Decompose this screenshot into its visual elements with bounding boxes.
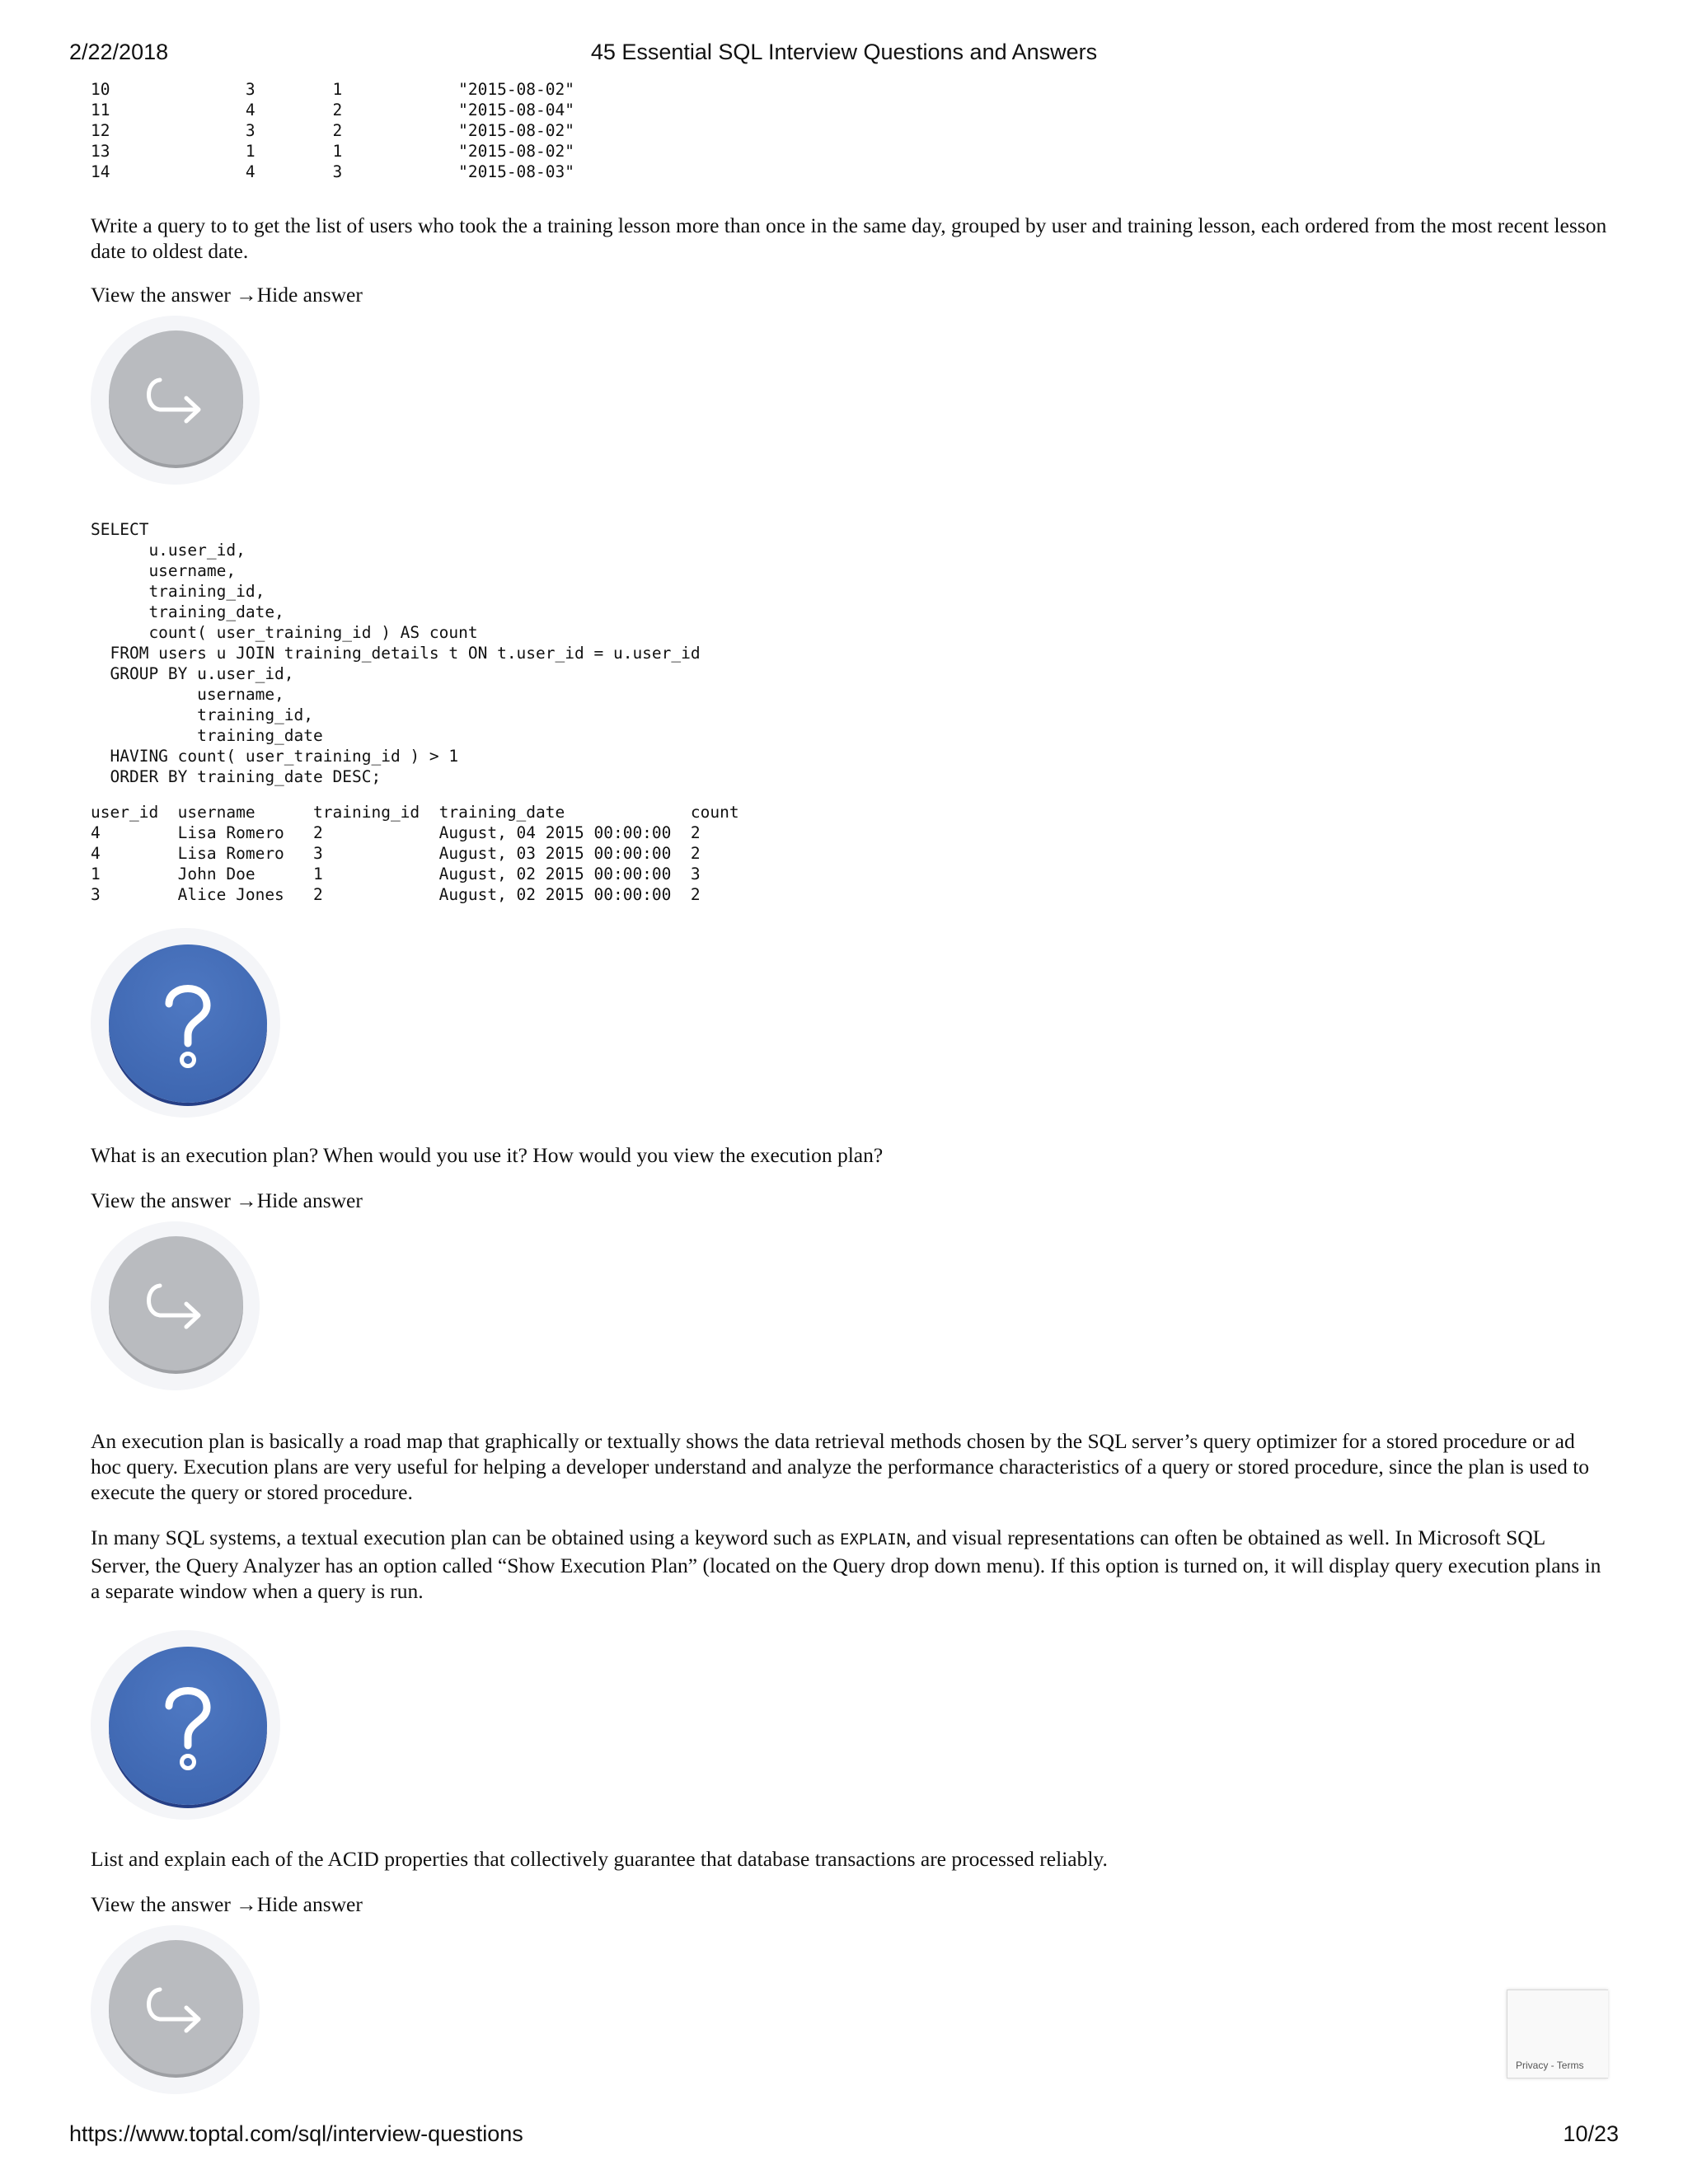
question-mark-icon bbox=[91, 928, 280, 1118]
answer-toggle-1[interactable]: View the answer →Hide answer bbox=[91, 283, 363, 307]
explain-keyword: EXPLAIN bbox=[840, 1530, 907, 1549]
page-url: https://www.toptal.com/sql/interview-questions bbox=[69, 2121, 523, 2146]
page-title: 45 Essential SQL Interview Questions and Answers bbox=[590, 40, 1098, 64]
answer-paragraph-2-part-b: , and visual representations can often be obtained as well. In Microsoft SQL Server, the Query Analyzer has an option called “Show Execution Plan” (located on the Query drop down menu). If this option is turned on, it will display query execution plans in a separate window when a query is run. bbox=[91, 1526, 1601, 1603]
recaptcha-badge[interactable] bbox=[1507, 1990, 1608, 2079]
question-badge-2 bbox=[91, 928, 280, 1118]
question-badge-3 bbox=[91, 1630, 280, 1820]
answer-toggle-3[interactable]: View the answer →Hide answer bbox=[91, 1892, 363, 1916]
answer-paragraph-2-part-a: In many SQL systems, a textual execution plan can be obtained using a keyword such as bbox=[91, 1526, 841, 1549]
answer-sql-query: SELECT u.user_id, username, training_id, training_date, count( user_training_id ) AS count FROM users u JOIN training_details t ON t.user_id = u.user_id GROUP BY u.user_id, username, training_id, training_date HAVING count( user_training_id ) > 1 ORDER BY training_date DESC; bbox=[91, 520, 701, 786]
question-mark-icon bbox=[91, 1630, 280, 1820]
main-content bbox=[91, 79, 1607, 2094]
answer-paragraph-2 bbox=[91, 1525, 1607, 1604]
question-text-2: What is an execution plan? When would you use it? How would you view the execution plan? bbox=[91, 1143, 884, 1167]
redo-arrow-icon bbox=[91, 1221, 260, 1390]
page-number: 10/23 bbox=[1563, 2121, 1619, 2146]
question-text-3: List and explain each of the ACID properties that collectively guarantee that database transactions are processed reliably. bbox=[91, 1847, 1108, 1871]
answer-badge-1 bbox=[91, 316, 260, 485]
answer-badge-3 bbox=[91, 1925, 260, 2094]
recaptcha-privacy-terms[interactable]: Privacy - Terms bbox=[1516, 2060, 1584, 2071]
table-rows-continuation: 10 3 1 "2015-08-02" 11 4 2 "2015-08-04" 12 3 2 "2015-08-02" 13 1 1 "2015-08-02" 14 4 3 "2015-08-03" bbox=[91, 80, 574, 181]
answer-paragraph-1: An execution plan is basically a road map that graphically or textually shows the data retrieval methods chosen by the SQL server’s query optimizer for a stored procedure or ad hoc query. Execution plans are very useful for helping a developer understand and analyze the performance characteristics of a query or stored procedure, since the plan is used to execute the query or stored procedure. bbox=[91, 1429, 1590, 1504]
redo-arrow-icon bbox=[91, 1925, 260, 2094]
print-date: 2/22/2018 bbox=[69, 40, 169, 64]
answer-result-table: user_id username training_id training_date count 4 Lisa Romero 2 August, 04 2015 00:00:00 2 4 Lisa Romero 3 August, 03 2015 00:00:00 2 1 John Doe 1 August, 02 2015 00:00:00 3 3 Alice Jones 2 August, 02 2015 00:00:00 2 bbox=[91, 803, 739, 904]
answer-toggle-2[interactable]: View the answer →Hide answer bbox=[91, 1188, 363, 1212]
question-text-1: Write a query to to get the list of users who took the a training lesson more than once in the same day, grouped by user and training lesson, each ordered from the most recent lesson date to oldest date. bbox=[91, 213, 1607, 263]
answer-badge-2 bbox=[91, 1221, 260, 1390]
redo-arrow-icon bbox=[91, 316, 260, 485]
